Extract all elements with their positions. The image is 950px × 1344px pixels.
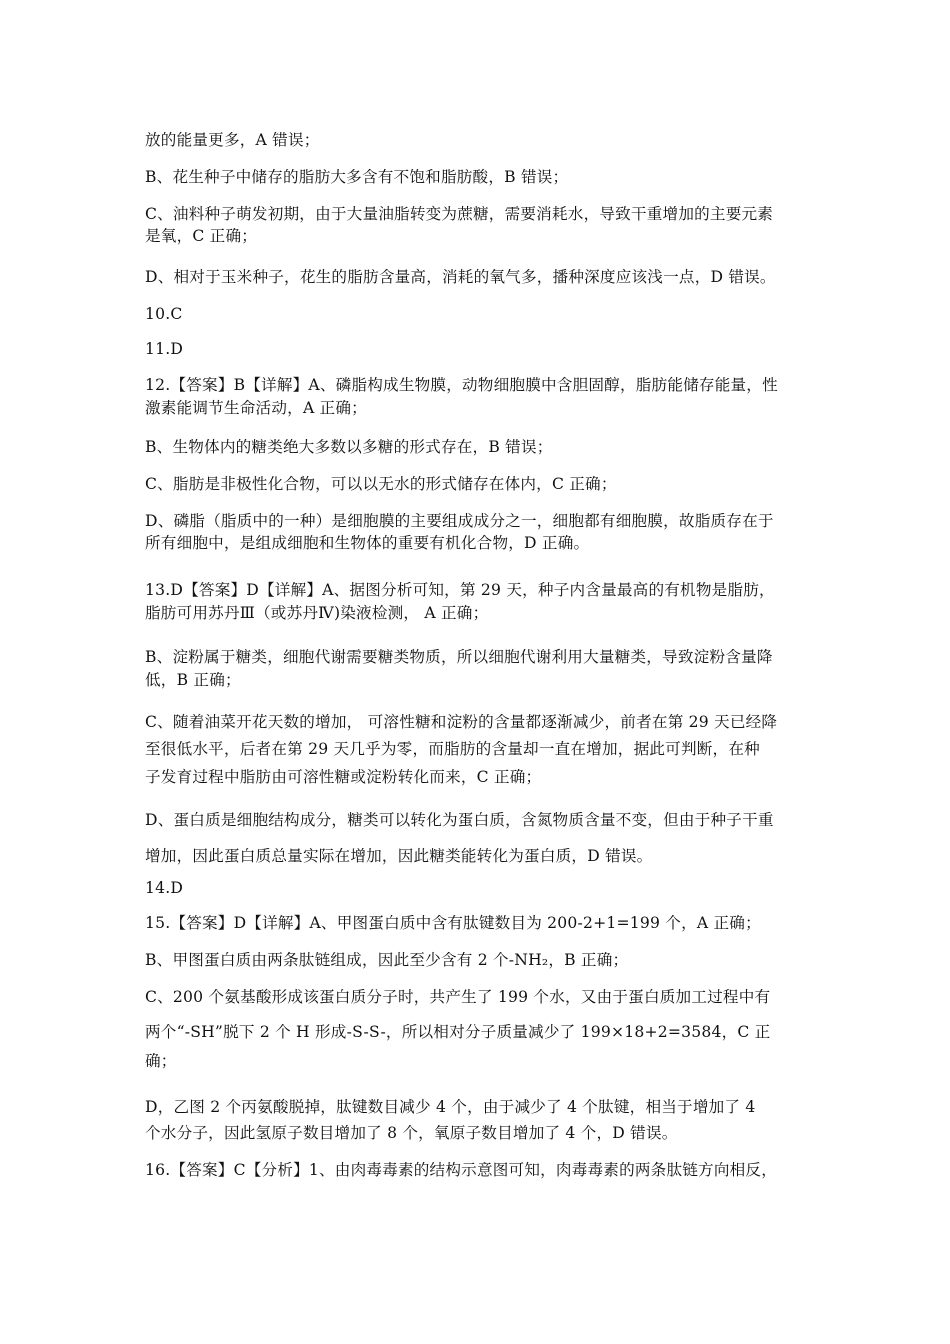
text-line: 15.【答案】D【详解】A、甲图蛋白质中含有肽键数目为 200-2+1=199 个，A 正确； xyxy=(145,914,761,932)
text-line: 确； xyxy=(145,1052,177,1070)
text-line: 11.D xyxy=(145,340,184,358)
text-line: C、脂肪是非极性化合物，可以以无水的形式储存在体内，C 正确； xyxy=(145,475,617,493)
text-line: C、随着油菜开花天数的增加， 可溶性糖和淀粉的含量都逐渐减少，前者在第 29 天已经降 xyxy=(145,713,778,731)
text-line: B、花生种子中储存的脂肪大多含有不饱和脂肪酸，B 错误； xyxy=(145,168,569,186)
text-line: D，乙图 2 个丙氨酸脱掉，肽键数目减少 4 个，由于减少了 4 个肽键，相当于增加了 4 xyxy=(145,1098,756,1116)
text-line: 至很低水平，后者在第 29 天几乎为零，而脂肪的含量却一直在增加，据此可判断，在种 xyxy=(145,740,760,758)
text-line: 脂肪可用苏丹Ⅲ（或苏丹Ⅳ)染液检测， A 正确； xyxy=(145,604,489,622)
text-line: 13.D【答案】D【详解】A、据图分析可知，第 29 天，种子内含量最高的有机物是脂肪， xyxy=(145,581,775,599)
text-line: D、蛋白质是细胞结构成分，糖类可以转化为蛋白质，含氮物质含量不变，但由于种子干重 xyxy=(145,811,774,829)
text-line: 激素能调节生命活动，A 正确； xyxy=(145,399,367,417)
text-line: 低，B 正确； xyxy=(145,671,241,689)
text-line: 子发育过程中脂肪由可溶性糖或淀粉转化而来，C 正确； xyxy=(145,768,542,786)
text-line: 是氧，C 正确； xyxy=(145,227,258,245)
text-line: C、200 个氨基酸形成该蛋白质分子时，共产生了 199 个水，又由于蛋白质加工过程中有 xyxy=(145,988,771,1006)
text-line: D、相对于玉米种子，花生的脂肪含量高，消耗的氧气多，播种深度应该浅一点，D 错误。 xyxy=(145,268,776,286)
text-line: 个水分子，因此氢原子数目增加了 8 个，氧原子数目增加了 4 个，D 错误。 xyxy=(145,1124,678,1142)
text-line: 两个“-SH”脱下 2 个 H 形成-S-S-，所以相对分子质量减少了 199×18+2=3584，C 正 xyxy=(145,1023,771,1041)
text-line: B、淀粉属于糖类，细胞代谢需要糖类物质，所以细胞代谢利用大量糖类，导致淀粉含量降 xyxy=(145,648,773,666)
text-line: D、磷脂（脂质中的一种）是细胞膜的主要组成成分之一，细胞都有细胞膜，故脂质存在于 xyxy=(145,512,774,530)
text-line: 放的能量更多，A 错误； xyxy=(145,131,320,149)
text-line: 增加，因此蛋白质总量实际在增加，因此糖类能转化为蛋白质，D 错误。 xyxy=(145,847,653,865)
text-line: 10.C xyxy=(145,305,183,323)
text-line: B、生物体内的糖类绝大多数以多糖的形式存在，B 错误； xyxy=(145,438,553,456)
text-line: B、甲图蛋白质由两条肽链组成，因此至少含有 2 个-NH₂，B 正确； xyxy=(145,951,629,969)
text-line: 所有细胞中，是组成细胞和生物体的重要有机化合物，D 正确。 xyxy=(145,534,590,552)
text-line: 16.【答案】C【分析】1、由肉毒毒素的结构示意图可知，肉毒毒素的两条肽链方向相反， xyxy=(145,1161,778,1179)
text-line: 12.【答案】B【详解】A、磷脂构成生物膜，动物细胞膜中含胆固醇，脂肪能储存能量，性 xyxy=(145,376,778,394)
text-line: C、油料种子萌发初期，由于大量油脂转变为蔗糖，需要消耗水，导致干重增加的主要元素 xyxy=(145,205,774,223)
text-line: 14.D xyxy=(145,879,184,897)
